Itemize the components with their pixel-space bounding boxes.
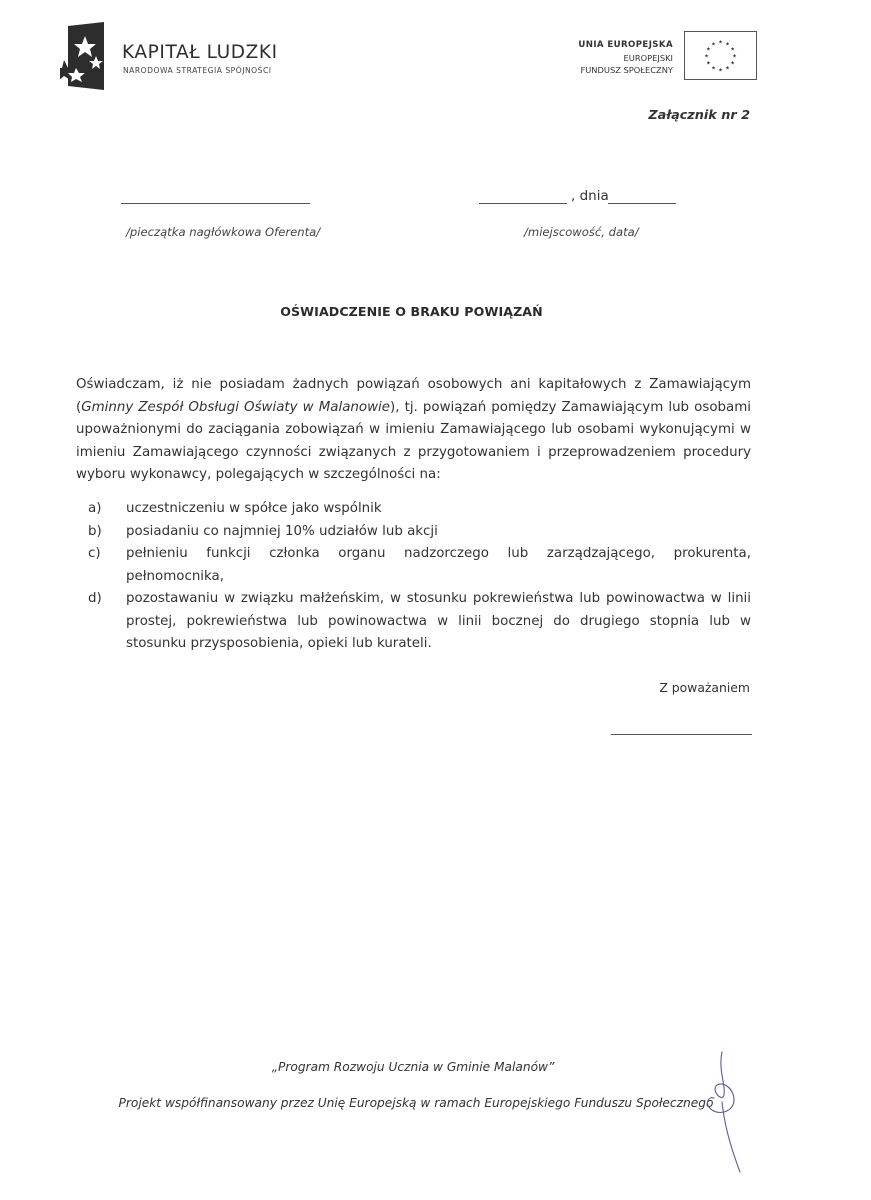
conditions-list (76, 498, 751, 656)
signature-line (611, 734, 752, 735)
list-item-text: posiadaniu co najmniej 10% udziałów lub akcji (126, 523, 438, 539)
contracting-authority-name: Gminny Zespół Obsługi Oświaty w Malanowie (81, 399, 390, 415)
list-item-letter: d) (88, 591, 102, 606)
place-line (479, 203, 567, 204)
list-item-text: pozostawaniu w związku małżeńskim, w stosunku pokrewieństwa lub powinowactwa w linii prostej, pokrewieństwa lub powinowactwa w linii bocznej do drugiego stopnia lub w stosunku przysposobienia, opieki lub kurateli. (126, 591, 751, 651)
kapital-ludzki-logo-icon (60, 20, 110, 92)
eu-star-icon: ★ (706, 60, 711, 67)
eu-star-icon: ★ (718, 67, 723, 74)
eu-fund-label-2: FUNDUSZ SPOŁECZNY (580, 65, 673, 75)
handwritten-signature-icon (700, 1050, 750, 1175)
eu-star-icon: ★ (732, 53, 737, 60)
paragraph-start: Oświadczam, iż nie posiadam żadnych powiązań osobowych ani kapitałowych z Zamawiającym ( (76, 377, 751, 415)
eu-star-icon: ★ (730, 60, 735, 67)
place-date-caption: /miejscowość, data/ (524, 225, 639, 239)
paragraph-end: ), tj. powiązań pomiędzy Zamawiającym lub osobami upoważnionymi do zaciągania zobowiązań w imieniu Zamawiającego lub osobami wykonującymi w imieniu Zamawiającego czynności związanych z przygotowaniem i przeprowadzeniem procedury wyboru wykonawcy, polegających w szczególności na: (76, 399, 751, 482)
list-item-letter: a) (88, 501, 102, 516)
eu-star-icon: ★ (711, 65, 716, 72)
list-item-letter: c) (88, 546, 101, 561)
annex-label: Załącznik nr 2 (648, 108, 750, 123)
regards-label: Z poważaniem (659, 680, 750, 695)
eu-star-icon: ★ (704, 53, 709, 60)
program-title: „Program Rozwoju Ucznia w Gminie Malanów” (271, 1060, 555, 1074)
eu-label (578, 39, 673, 77)
eu-star-icon: ★ (725, 65, 730, 72)
date-line (608, 203, 676, 204)
list-item (76, 521, 751, 544)
list-item-letter: b) (88, 523, 102, 539)
stamp-caption: /pieczątka nagłówkowa Oferenta/ (126, 225, 321, 239)
eu-flag-icon (684, 31, 757, 80)
list-item (76, 543, 751, 588)
document-title: OŚWIADCZENIE O BRAKU POWIĄZAŃ (280, 304, 543, 319)
eu-star-icon: ★ (706, 46, 711, 53)
declaration-paragraph (76, 374, 751, 487)
eu-star-icon: ★ (718, 39, 723, 46)
logo-subtitle: NARODOWA STRATEGIA SPÓJNOŚCI (123, 66, 272, 75)
eu-fund-label-1: EUROPEJSKI (623, 52, 673, 63)
list-item (76, 498, 751, 521)
list-item-text: pełnieniu funkcji członka organu nadzorczego lub zarządzającego, prokurenta, pełnomocnika, (126, 546, 751, 584)
eu-star-icon: ★ (730, 46, 735, 53)
list-item-text: uczestniczeniu w spółce jako wspólnik (126, 501, 382, 516)
eu-star-icon: ★ (725, 41, 730, 48)
eu-star-icon: ★ (711, 41, 716, 48)
date-label: , dnia (571, 188, 609, 204)
logo-title: KAPITAŁ LUDZKI (122, 42, 278, 63)
list-item (76, 588, 751, 656)
eu-union-label: UNIA EUROPEJSKA (578, 40, 673, 50)
stamp-line (121, 203, 310, 204)
funding-note: Projekt współfinansowany przez Unię Europejską w ramach Europejskiego Funduszu Społecznego (118, 1096, 714, 1110)
